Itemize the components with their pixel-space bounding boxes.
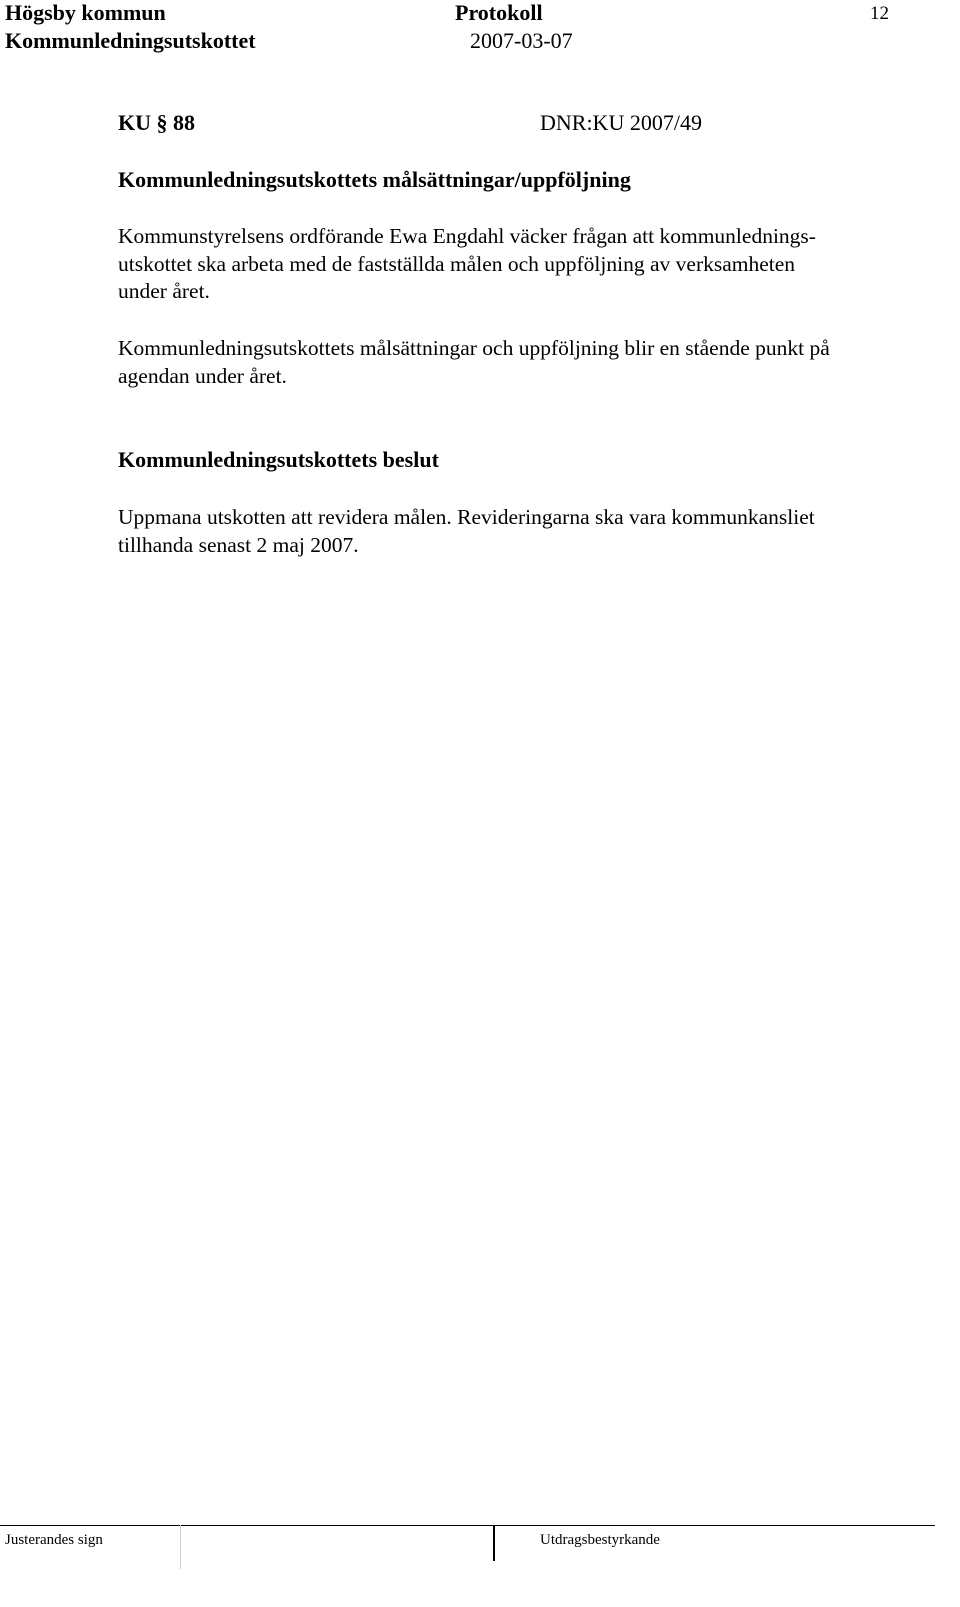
case-reference: KU § 88 [118,110,195,135]
footer-divider [0,1525,935,1526]
paragraph-line: Kommunstyrelsens ordförande Ewa Engdahl väcker frågan att kommunlednings- [118,224,816,248]
decision-line: tillhanda senast 2 maj 2007. [118,532,359,557]
committee-name: Kommunledningsutskottet [5,28,256,53]
document-type: Protokoll [455,0,543,25]
footer-justerandes-sign: Justerandes sign [5,1532,103,1548]
page-number: 12 [870,3,889,24]
organization-name: Högsby kommun [5,0,166,25]
decision-text [118,504,938,559]
paragraph-line: utskottet ska arbeta med de fastställda målen och uppföljning av verksamheten [118,251,796,276]
case-heading: Kommunledningsutskottets målsättningar/uppföljning [118,167,631,192]
paragraph-1 [118,223,938,306]
footer-utdragsbestyrkande: Utdragsbestyrkande [540,1532,660,1548]
paragraph-line: Kommunledningsutskottets målsättningar och uppföljning blir en stående punkt på [118,336,830,360]
paragraph-line: agendan under året. [118,363,287,388]
diary-number: DNR:KU 2007/49 [540,110,702,135]
decision-heading: Kommunledningsutskottets beslut [118,447,439,472]
meeting-date: 2007-03-07 [470,28,573,53]
paragraph-line: under året. [118,279,210,303]
paragraph-2 [118,335,938,390]
decision-line: Uppmana utskotten att revidera målen. Revideringarna ska vara kommunkansliet [118,505,815,529]
footer-signature-box-divider [180,1525,181,1569]
footer-section-divider [493,1525,495,1561]
